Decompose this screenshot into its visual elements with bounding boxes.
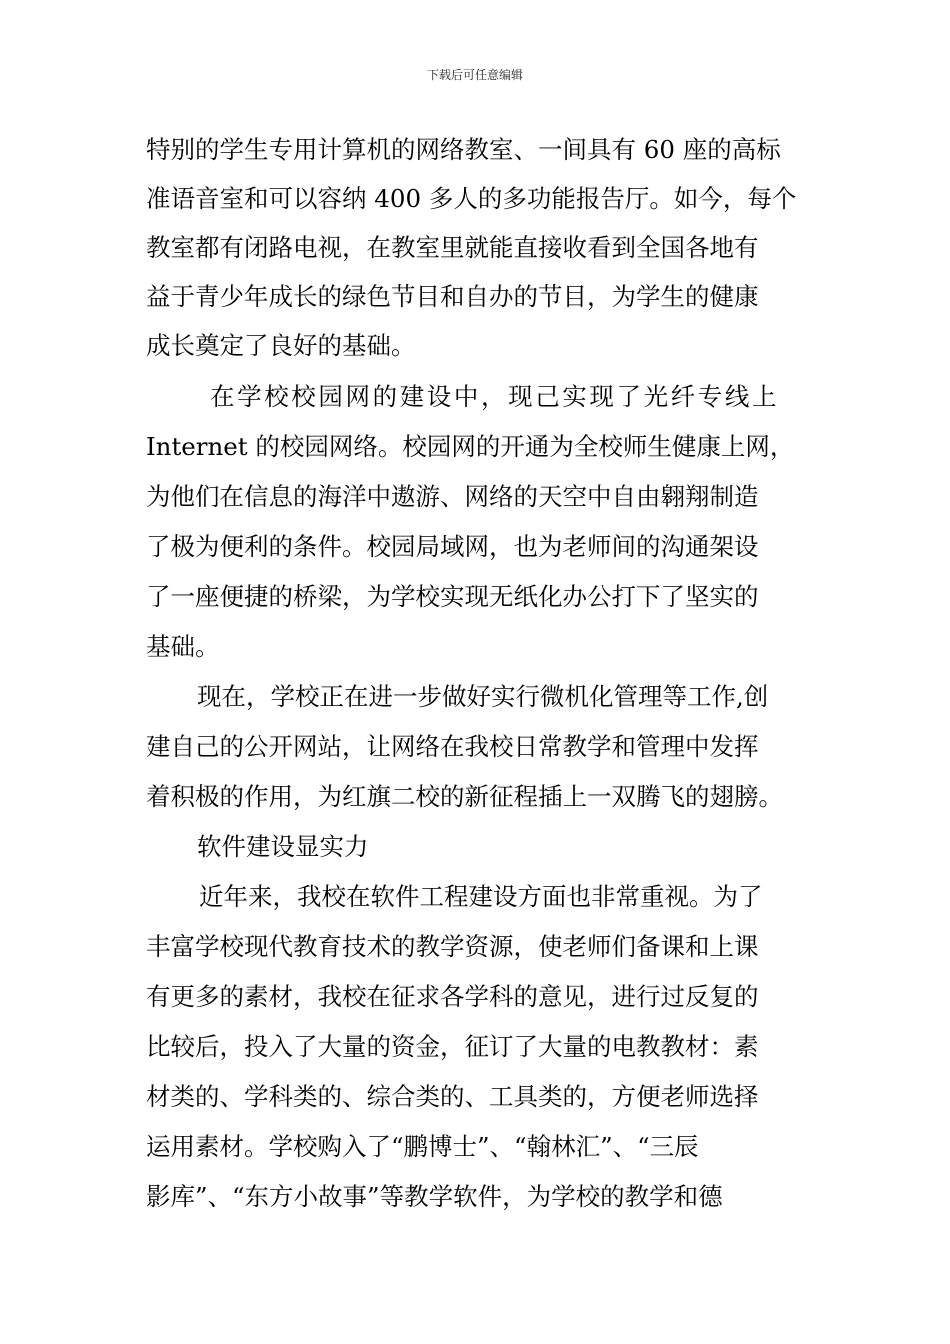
text-line: 比较后，投入了大量的资金，征订了大量的电教教材：素 [146, 1032, 759, 1061]
text-line: 在学校校园网的建设中，现己实现了光纤专线上 [210, 382, 780, 411]
text-line: 材类的、学科类的、综合类的、工具类的，方便老师选择 [146, 1082, 759, 1111]
text-line: 建自己的公开网站，让网络在我校日常教学和管理中发挥 [146, 732, 759, 761]
text-line: 了一座便捷的桥梁，为学校实现无纸化办公打下了坚实的 [146, 582, 759, 611]
text-line: 有更多的素材，我校在征求各学科的意见，进行过反复的 [146, 982, 759, 1011]
page-header: 下载后可任意编辑 [426, 68, 523, 82]
text-line: 成长奠定了良好的基础。 [146, 331, 416, 360]
text-line: 基础。 [146, 632, 220, 661]
text-line: 近年来，我校在软件工程建设方面也非常重视。为了 [199, 882, 763, 911]
text-line: 运用素材。学校购入了“鹏博士”、“翰林汇”、“三辰 [146, 1132, 699, 1161]
text-line: 了极为便利的条件。校园局域网，也为老师间的沟通架设 [146, 532, 759, 561]
section-heading: 软件建设显实力 [197, 832, 369, 861]
text-line: 现在，学校正在进一步做好实行微机化管理等工作,创 [197, 682, 769, 711]
text-line: Internet 的校园网络。校园网的开通为全校师生健康上网， [146, 432, 795, 461]
text-line: 教室都有闭路电视，在教室里就能直接收看到全国各地有 [146, 233, 759, 262]
text-line: 影库”、“东方小故事”等教学软件，为学校的教学和德 [146, 1182, 723, 1211]
text-line: 丰富学校现代教育技术的教学资源，使老师们备课和上课 [146, 932, 759, 961]
text-line: 益于青少年成长的绿色节目和自办的节目，为学生的健康 [146, 282, 759, 311]
text-line: 特别的学生专用计算机的网络教室、一间具有 60 座的高标 [146, 135, 781, 164]
text-line: 为他们在信息的海洋中遨游、网络的天空中自由翱翔制造 [146, 482, 759, 511]
text-line: 着积极的作用，为红旗二校的新征程插上一双腾飞的翅膀。 [146, 782, 783, 811]
text-line: 准语音室和可以容纳 400 多人的多功能报告厅。如今，每个 [146, 184, 797, 213]
